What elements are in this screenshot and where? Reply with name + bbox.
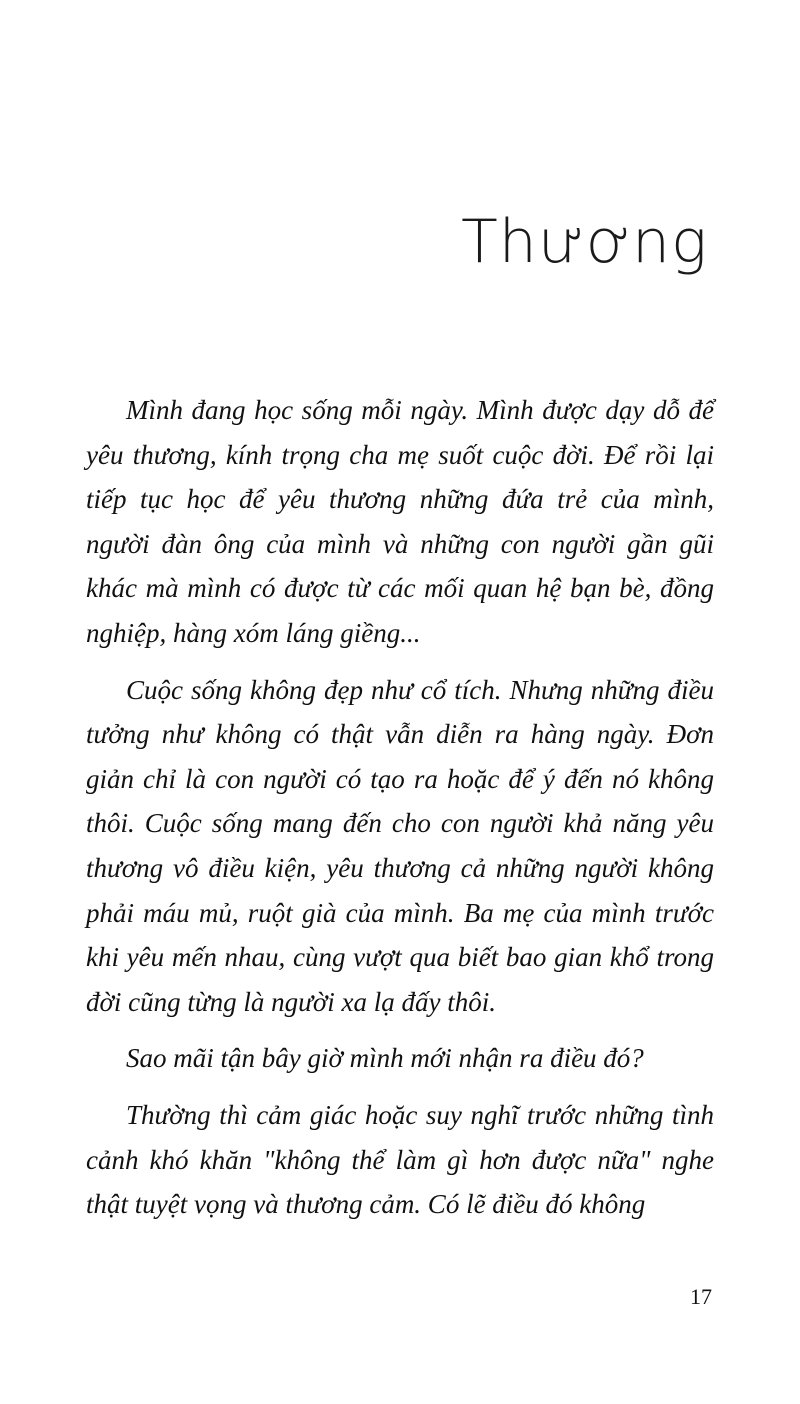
- paragraph: Cuộc sống không đẹp như cổ tích. Nhưng những điều tưởng như không có thật vẫn diễn ra hàng ngày. Đơn giản chỉ là con người có tạo ra hoặc để ý đến nó không thôi. Cuộc sống mang đến cho con người khả năng yêu thương vô điều kiện, yêu thương cả những người không phải máu mủ, ruột già của mình. Ba mẹ của mình trước khi yêu mến nhau, cùng vượt qua biết bao gian khổ trong đời cũng từng là người xa lạ đấy thôi.: [86, 674, 714, 1017]
- paragraph: Thường thì cảm giác hoặc suy nghĩ trước những tình cảnh khó khăn "không thể làm gì hơn được nữa" nghe thật tuyệt vọng và thương cảm. Có lẽ điều đó không: [86, 1099, 714, 1220]
- paragraph: Sao mãi tận bây giờ mình mới nhận ra điều đó?: [126, 1043, 644, 1074]
- chapter-title: Thương: [461, 207, 708, 277]
- page-number: 17: [690, 1284, 712, 1309]
- body-text: [86, 388, 714, 1239]
- paragraph: Mình đang học sống mỗi ngày. Mình được dạy dỗ để yêu thương, kính trọng cha mẹ suốt cuộc đời. Để rồi lại tiếp tục học để yêu thương những đứa trẻ của mình, người đàn ông của mình và những con người gần gũi khác mà mình có được từ các mối quan hệ bạn bè, đồng nghiệp, hàng xóm láng giềng...: [86, 395, 714, 648]
